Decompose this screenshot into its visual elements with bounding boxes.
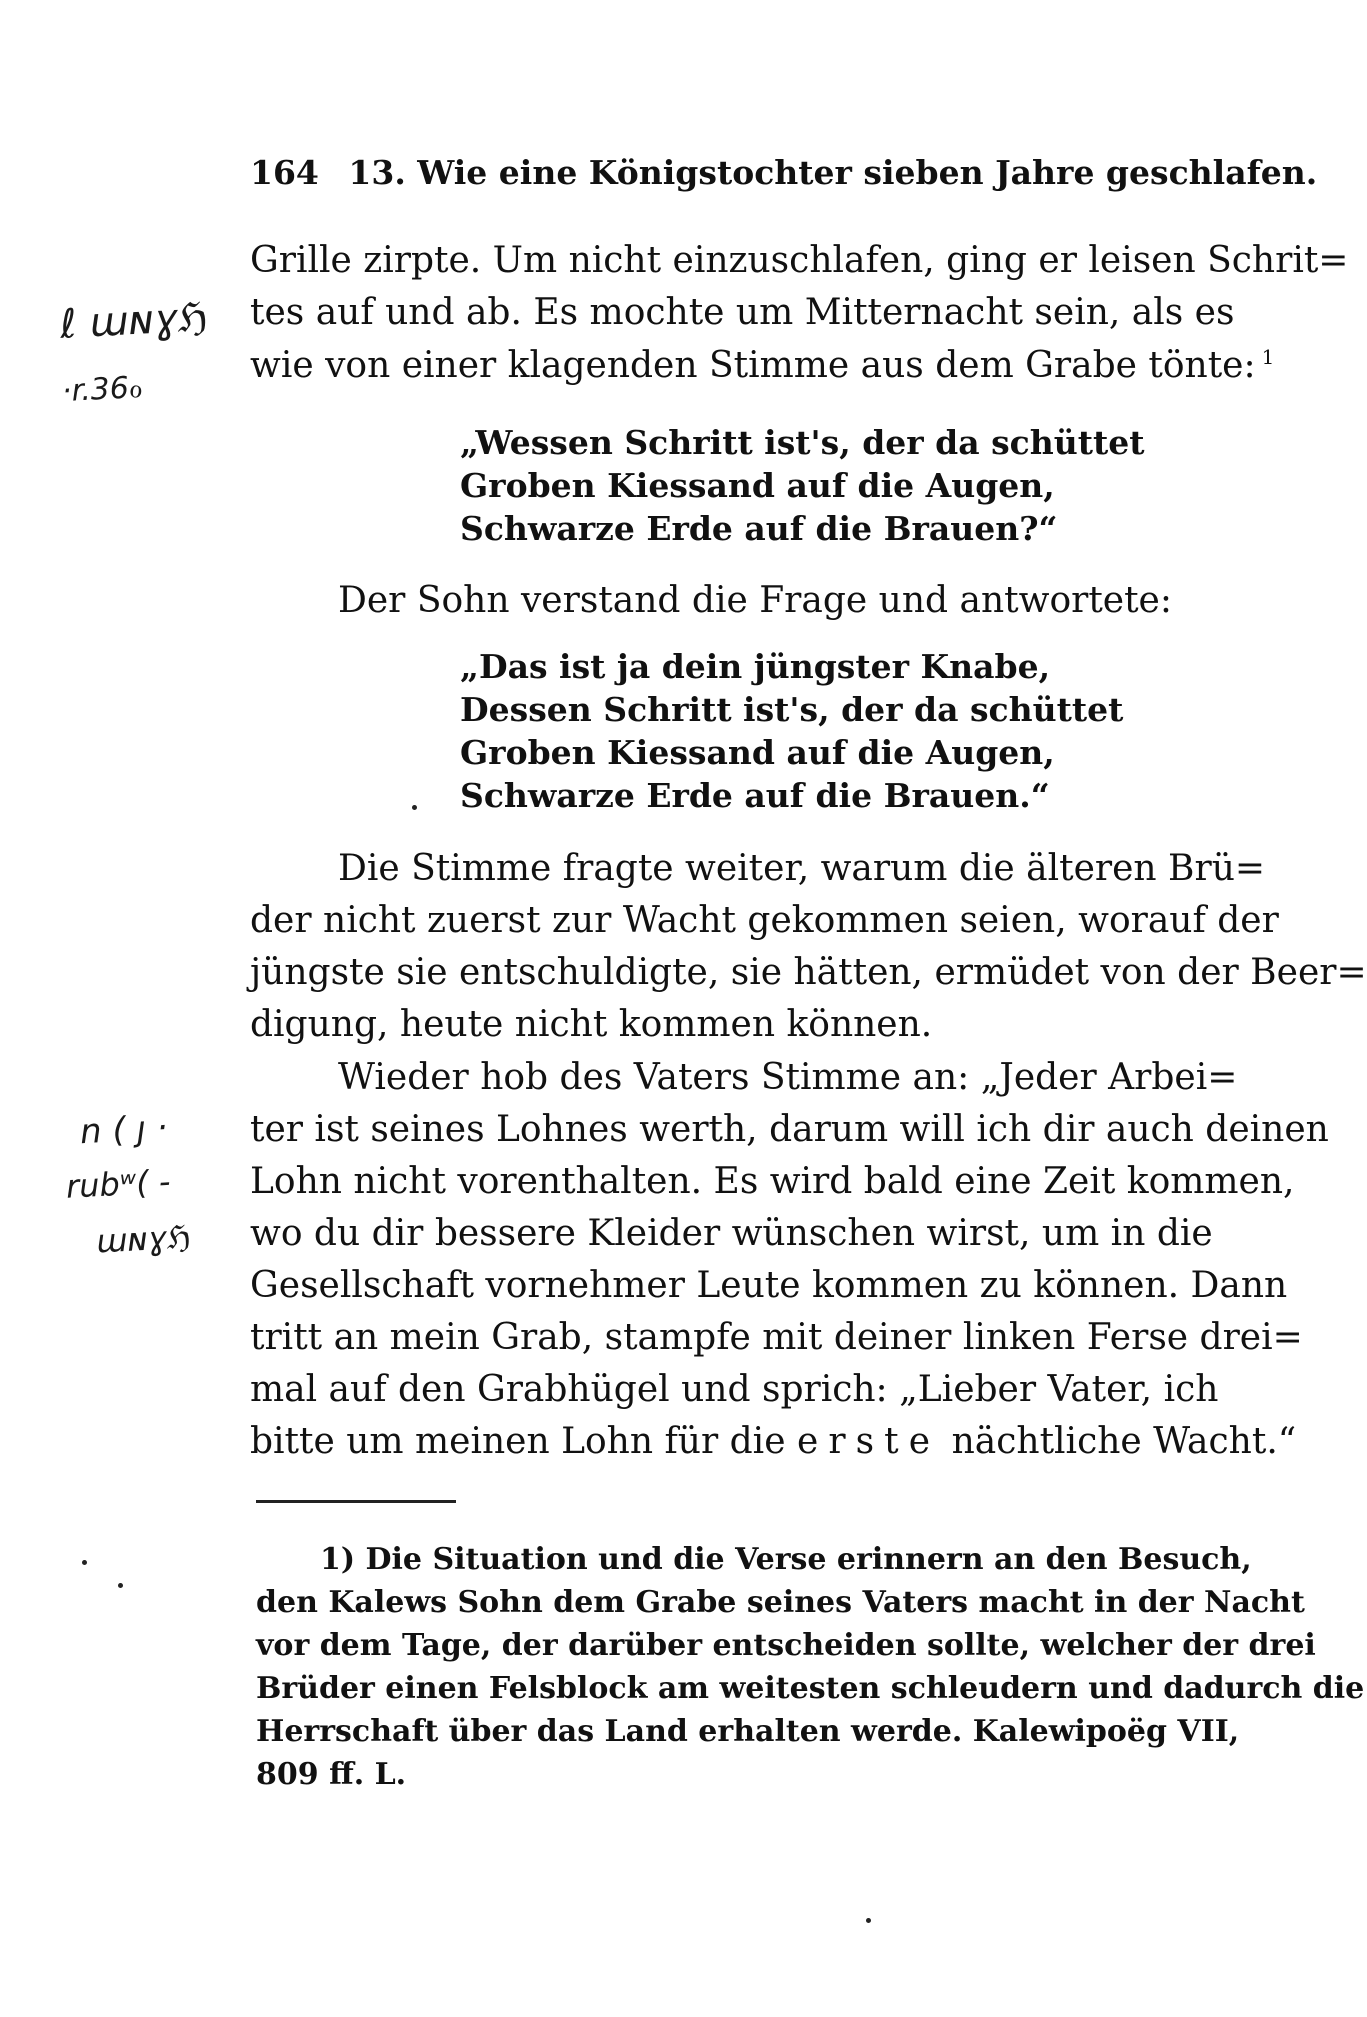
text-span: nächtliche Wacht.“ bbox=[951, 1421, 1297, 1462]
ink-speck bbox=[82, 1560, 87, 1565]
footnote-line: vor dem Tage, der darüber entscheiden sollte, welcher der drei bbox=[256, 1628, 1316, 1663]
text-line: Der Sohn verstand die Frage und antwortete: bbox=[338, 580, 1172, 621]
handwritten-margin-note: ·r.36ℴ bbox=[61, 369, 144, 410]
text-line bbox=[250, 1421, 1297, 1462]
text-line: tritt an mein Grab, stampfe mit deiner linken Ferse drei= bbox=[250, 1317, 1303, 1358]
text-span: bitte um meinen Lohn für die bbox=[250, 1421, 786, 1462]
text-line-content: wie von einer klagenden Stimme aus dem Grabe tönte: bbox=[250, 345, 1256, 386]
handwritten-margin-note: rubʷ( - bbox=[65, 1162, 172, 1206]
text-line: Die Stimme fragte weiter, warum die älteren Brü= bbox=[338, 848, 1266, 889]
footnote-line: Brüder einen Felsblock am weitesten schleudern und dadurch die bbox=[256, 1671, 1365, 1706]
text-line: tes auf und ab. Es mochte um Mitternacht sein, als es bbox=[250, 292, 1235, 333]
text-line: Lohn nicht vorenthalten. Es wird bald eine Zeit kommen, bbox=[250, 1161, 1295, 1202]
text-line: ter ist seines Lohnes werth, darum will ich dir auch deinen bbox=[250, 1109, 1329, 1150]
text-line: digung, heute nicht kommen können. bbox=[250, 1004, 933, 1045]
text-line: Wieder hob des Vaters Stimme an: „Jeder Arbei= bbox=[338, 1057, 1238, 1098]
text-line: jüngste sie entschuldigte, sie hätten, ermüdet von der Beer= bbox=[250, 952, 1367, 993]
verse-line: Groben Kiessand auf die Augen, bbox=[460, 733, 1055, 772]
text-line: wo du dir bessere Kleider wünschen wirst, um in die bbox=[250, 1213, 1213, 1254]
ink-speck bbox=[866, 1918, 871, 1923]
verse-line: Schwarze Erde auf die Brauen.“ bbox=[460, 776, 1050, 815]
text-line: der nicht zuerst zur Wacht gekommen seien, worauf der bbox=[250, 900, 1279, 941]
footnote-reference: 1 bbox=[1261, 345, 1275, 369]
footnote-separator bbox=[256, 1500, 456, 1503]
running-header bbox=[250, 153, 1318, 192]
handwritten-margin-note: ℓ ɯɴɣℌ bbox=[58, 294, 209, 348]
letterspaced-emphasis: erste bbox=[796, 1421, 941, 1462]
footnote-line: den Kalews Sohn dem Grabe seines Vaters macht in der Nacht bbox=[256, 1585, 1305, 1620]
running-title: 13. Wie eine Königstochter sieben Jahre geschlafen. bbox=[348, 153, 1318, 192]
verse-line: „Das ist ja dein jüngster Knabe, bbox=[460, 647, 1051, 686]
handwritten-margin-note: n ( ȷ · bbox=[79, 1107, 169, 1153]
text-line: Grille zirpte. Um nicht einzuschlafen, ging er leisen Schrit= bbox=[250, 240, 1349, 281]
verse-line: Schwarze Erde auf die Brauen?“ bbox=[460, 509, 1058, 548]
footnote-line: Herrschaft über das Land erhalten werde. Kalewipoëg VII, bbox=[256, 1714, 1240, 1749]
handwritten-margin-note: ɯɴɣℌ bbox=[95, 1217, 192, 1261]
verse-line: „Wessen Schritt ist's, der da schüttet bbox=[460, 423, 1145, 462]
page-number: 164 bbox=[250, 153, 319, 192]
text-line bbox=[250, 345, 1275, 386]
verse-line: Dessen Schritt ist's, der da schüttet bbox=[460, 690, 1124, 729]
verse-line: Groben Kiessand auf die Augen, bbox=[460, 466, 1055, 505]
text-line: Gesellschaft vornehmer Leute kommen zu können. Dann bbox=[250, 1265, 1288, 1306]
text-line: mal auf den Grabhügel und sprich: „Lieber Vater, ich bbox=[250, 1369, 1219, 1410]
ink-speck bbox=[412, 805, 417, 810]
footnote-line: 1) Die Situation und die Verse erinnern an den Besuch, bbox=[320, 1542, 1252, 1577]
footnote-line: 809 ff. L. bbox=[256, 1757, 407, 1792]
ink-speck bbox=[118, 1583, 123, 1588]
